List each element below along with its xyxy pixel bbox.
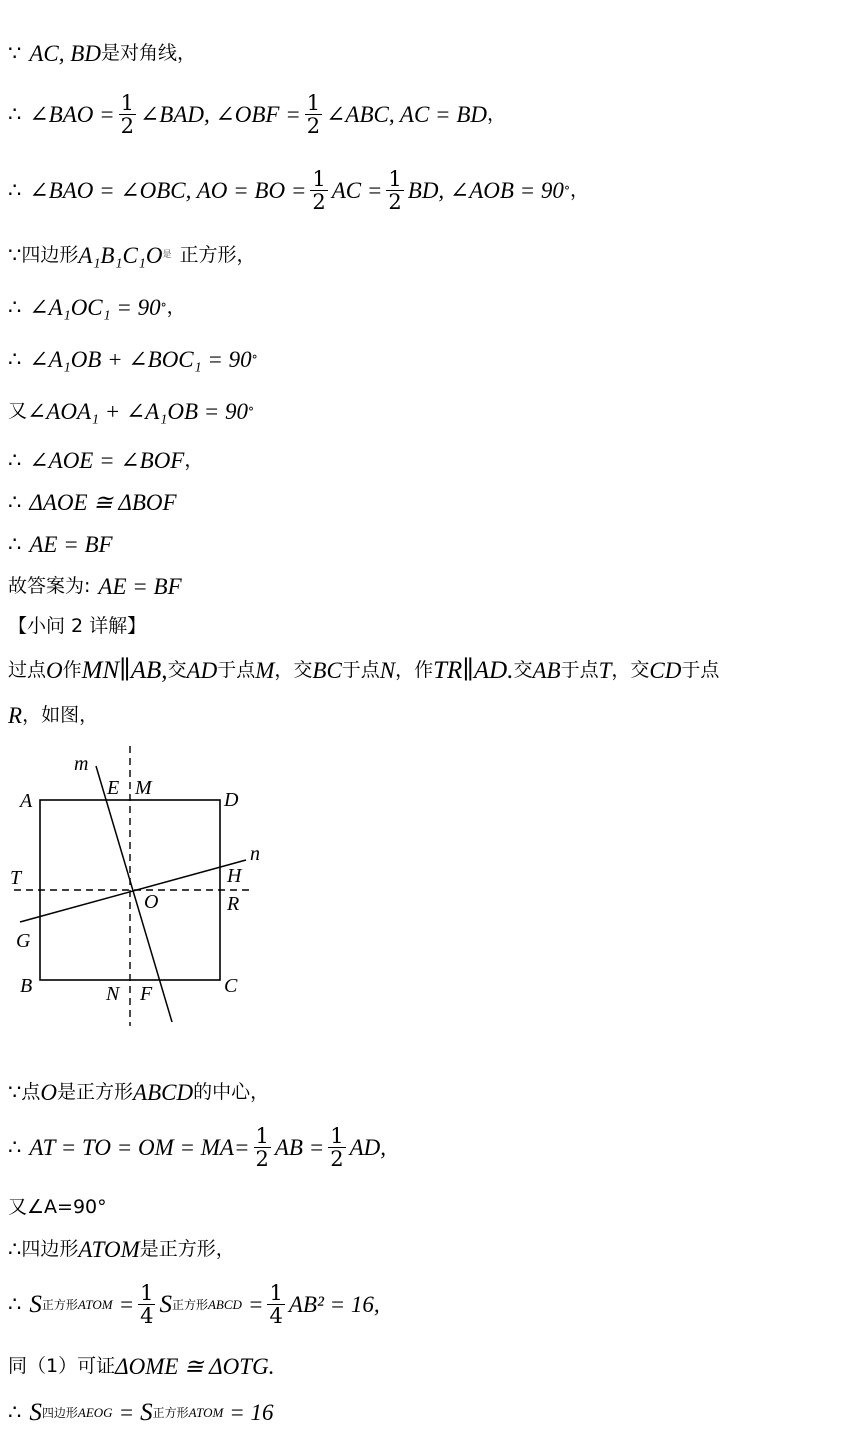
line-21 (8, 1400, 274, 1425)
math-equals-16: = 16 (229, 1400, 274, 1425)
comma: ， (166, 296, 186, 318)
label-o: O (144, 891, 159, 913)
therefore-symbol: ∴ (8, 1237, 22, 1261)
sub-square: 正方形 (41, 1297, 78, 1312)
text-also: 又 (8, 400, 28, 422)
geometry-figure (8, 742, 268, 1032)
text-quadrilateral: 四边形 (21, 1238, 79, 1260)
line-19 (8, 1282, 380, 1327)
label-h: H (227, 865, 242, 887)
line-4 (8, 244, 255, 267)
math-aoe-bof: ∠AOE = ∠BOF (29, 448, 185, 473)
line-13 (8, 658, 719, 683)
therefore-symbol: ∴ (8, 1292, 22, 1317)
because-symbol: ∵ (8, 243, 22, 267)
text-angle-a-90: 又∠A=90° (8, 1196, 107, 1218)
math-bad-obf: ∠BAD, ∠OBF = (140, 102, 301, 128)
math-bao: ∠BAO = (29, 102, 115, 128)
sub-square: 正方形 (171, 1297, 208, 1312)
degree-sign: ° (563, 183, 570, 198)
text-at-point: 于点 (681, 659, 720, 681)
text-is-square: 是正方形 (57, 1081, 134, 1103)
text-at-point: 于点 (560, 659, 599, 681)
line-16 (8, 1125, 386, 1170)
text-intersect: ，交 (274, 659, 313, 681)
math-a1ob-boc1: ∠A₁OB + ∠BOC₁ = 90 (29, 347, 252, 372)
text-subquestion-2: 【小问 2 详解】 (8, 615, 147, 637)
math-n: N (379, 658, 396, 683)
label-f: F (140, 983, 153, 1005)
fraction-half: $\frac{1}{2}$ (120, 91, 135, 139)
therefore-symbol: ∴ (8, 490, 22, 514)
math-r: R (8, 703, 23, 728)
math-ad: AD, (349, 1135, 387, 1161)
math-ab: AB (532, 658, 561, 683)
math-aoa1-a1ob: ∠AOA₁ + ∠A₁OB = 90 (27, 399, 249, 424)
label-t: T (10, 867, 22, 889)
math-ab-squared: AB² = 16, (288, 1292, 380, 1318)
sub-abcd: ABCD (207, 1297, 242, 1313)
math-o: O (46, 658, 63, 683)
sub-atom: ATOM (77, 1297, 113, 1313)
therefore-symbol: ∴ (8, 178, 22, 203)
line-15 (8, 1081, 269, 1104)
fraction-quarter: $\frac{1}{4}$ (269, 1281, 283, 1329)
line-10 (8, 533, 113, 556)
text-intersect: 交 (167, 659, 187, 681)
math-bc: BC (312, 658, 342, 683)
therefore-symbol: ∴ (8, 102, 22, 127)
text-draw: 作 (62, 659, 82, 681)
text-center: 的中心， (193, 1081, 270, 1103)
text-is-mark: 是 (162, 250, 172, 260)
math-ad: AD (186, 658, 218, 683)
line-5 (8, 296, 186, 319)
line-18 (8, 1238, 235, 1261)
text-at-point: 于点 (217, 659, 256, 681)
text-intersect: 交 (513, 659, 533, 681)
label-n-line: n (250, 843, 260, 865)
sub-atom: ATOM (188, 1405, 224, 1420)
math-abcd: ABCD (133, 1080, 194, 1105)
label-r: R (227, 893, 240, 915)
therefore-symbol: ∴ (8, 1135, 22, 1160)
text-at-point: 于点 (341, 659, 380, 681)
math-bao-obc: ∠BAO = ∠OBC, AO = BO = (29, 178, 307, 204)
math-atom: ATOM (78, 1237, 140, 1262)
fraction-half: $\frac{1}{2}$ (312, 167, 326, 215)
text-answer: 故答案为: (8, 575, 91, 597)
text-square: 正方形， (179, 244, 256, 266)
math-t: T (598, 658, 612, 683)
fraction-half: $\frac{1}{2}$ (306, 91, 321, 139)
math-ome-otg: ΔOME ≅ ΔOTG. (115, 1354, 275, 1379)
comma: ， (569, 179, 589, 202)
math-s: S (29, 1399, 42, 1426)
fraction-half: $\frac{1}{2}$ (255, 1124, 269, 1172)
math-mn-parallel-ab: MN∥AB, (81, 657, 168, 684)
therefore-symbol: ∴ (8, 295, 22, 319)
therefore-symbol: ∴ (8, 532, 22, 556)
label-c: C (224, 975, 238, 997)
text-as-figure: ，如图， (22, 704, 99, 726)
line-n (20, 860, 246, 922)
text-point: 点 (21, 1081, 41, 1103)
math-ac-bd: AC, BD (29, 41, 101, 66)
sub-quadrilateral: 四边形 (41, 1405, 78, 1420)
label-d: D (224, 789, 239, 811)
sub-square: 正方形 (152, 1405, 189, 1420)
degree-sign: ° (251, 352, 258, 367)
math-bd-aob: BD, ∠AOB = 90 (407, 178, 564, 204)
text-intersect: ，交 (611, 659, 650, 681)
section-heading (8, 617, 146, 636)
line-7 (8, 400, 254, 423)
text-through-point: 过点 (8, 659, 47, 681)
line-9 (8, 491, 177, 514)
because-symbol: ∵ (8, 41, 22, 65)
text-diagonals: 是对角线， (100, 42, 196, 64)
math-abc-ac-bd: ∠ABC, AC = BD (326, 102, 487, 128)
degree-sign: ° (248, 404, 255, 419)
math-equals: = (118, 1400, 135, 1425)
label-m-line: m (74, 753, 89, 775)
line-8 (8, 449, 203, 472)
label-b: B (20, 975, 33, 997)
text-draw: ，作 (395, 659, 434, 681)
line-17 (8, 1198, 107, 1217)
math-s: S (159, 1291, 172, 1319)
line-6 (8, 348, 258, 371)
math-equals: = (247, 1292, 264, 1318)
label-a: A (20, 790, 33, 812)
comma: ， (487, 103, 507, 126)
therefore-symbol: ∴ (8, 347, 22, 371)
math-ac: AC = (331, 178, 383, 204)
math-at-to-om-ma: AT = TO = OM = MA= (29, 1135, 250, 1161)
math-s: S (140, 1399, 153, 1426)
line-2 (8, 92, 506, 137)
because-symbol: ∵ (8, 1080, 22, 1104)
line-20 (8, 1355, 274, 1378)
text-is-square: 是正方形， (139, 1238, 235, 1260)
math-answer: AE = BF (98, 574, 182, 599)
line-1 (8, 42, 196, 65)
math-equals: = (118, 1292, 135, 1318)
math-ab: AB = (274, 1135, 325, 1161)
math-ae-bf: AE = BF (29, 532, 113, 557)
label-n-point: N (106, 983, 120, 1005)
fraction-half: $\frac{1}{2}$ (330, 1124, 344, 1172)
math-o: O (40, 1080, 58, 1105)
text-quadrilateral: 四边形 (21, 244, 79, 266)
therefore-symbol: ∴ (8, 448, 22, 472)
line-3 (8, 168, 589, 213)
math-a1b1c1o: A₁B₁C₁O (78, 243, 163, 268)
degree-sign: ° (160, 300, 167, 315)
math-cd: CD (649, 658, 682, 683)
label-g: G (16, 930, 31, 952)
math-congruent: ΔAOE ≅ ΔBOF (29, 490, 177, 515)
fraction-half: $\frac{1}{2}$ (388, 167, 402, 215)
line-14 (8, 704, 98, 727)
sub-aeog: AEOG (77, 1405, 113, 1420)
math-tr-parallel-ad: TR∥AD. (433, 657, 514, 684)
fraction-quarter: $\frac{1}{4}$ (140, 1281, 154, 1329)
math-s: S (29, 1291, 42, 1319)
line-11 (8, 575, 182, 598)
label-m-point: M (135, 777, 152, 799)
text-similarly-prove: 同（1）可证 (8, 1355, 116, 1377)
comma: ， (184, 449, 204, 471)
math-a1oc1: ∠A₁OC₁ = 90 (29, 295, 161, 320)
label-e: E (107, 777, 120, 799)
math-m: M (255, 658, 275, 683)
therefore-symbol: ∴ (8, 1400, 22, 1424)
